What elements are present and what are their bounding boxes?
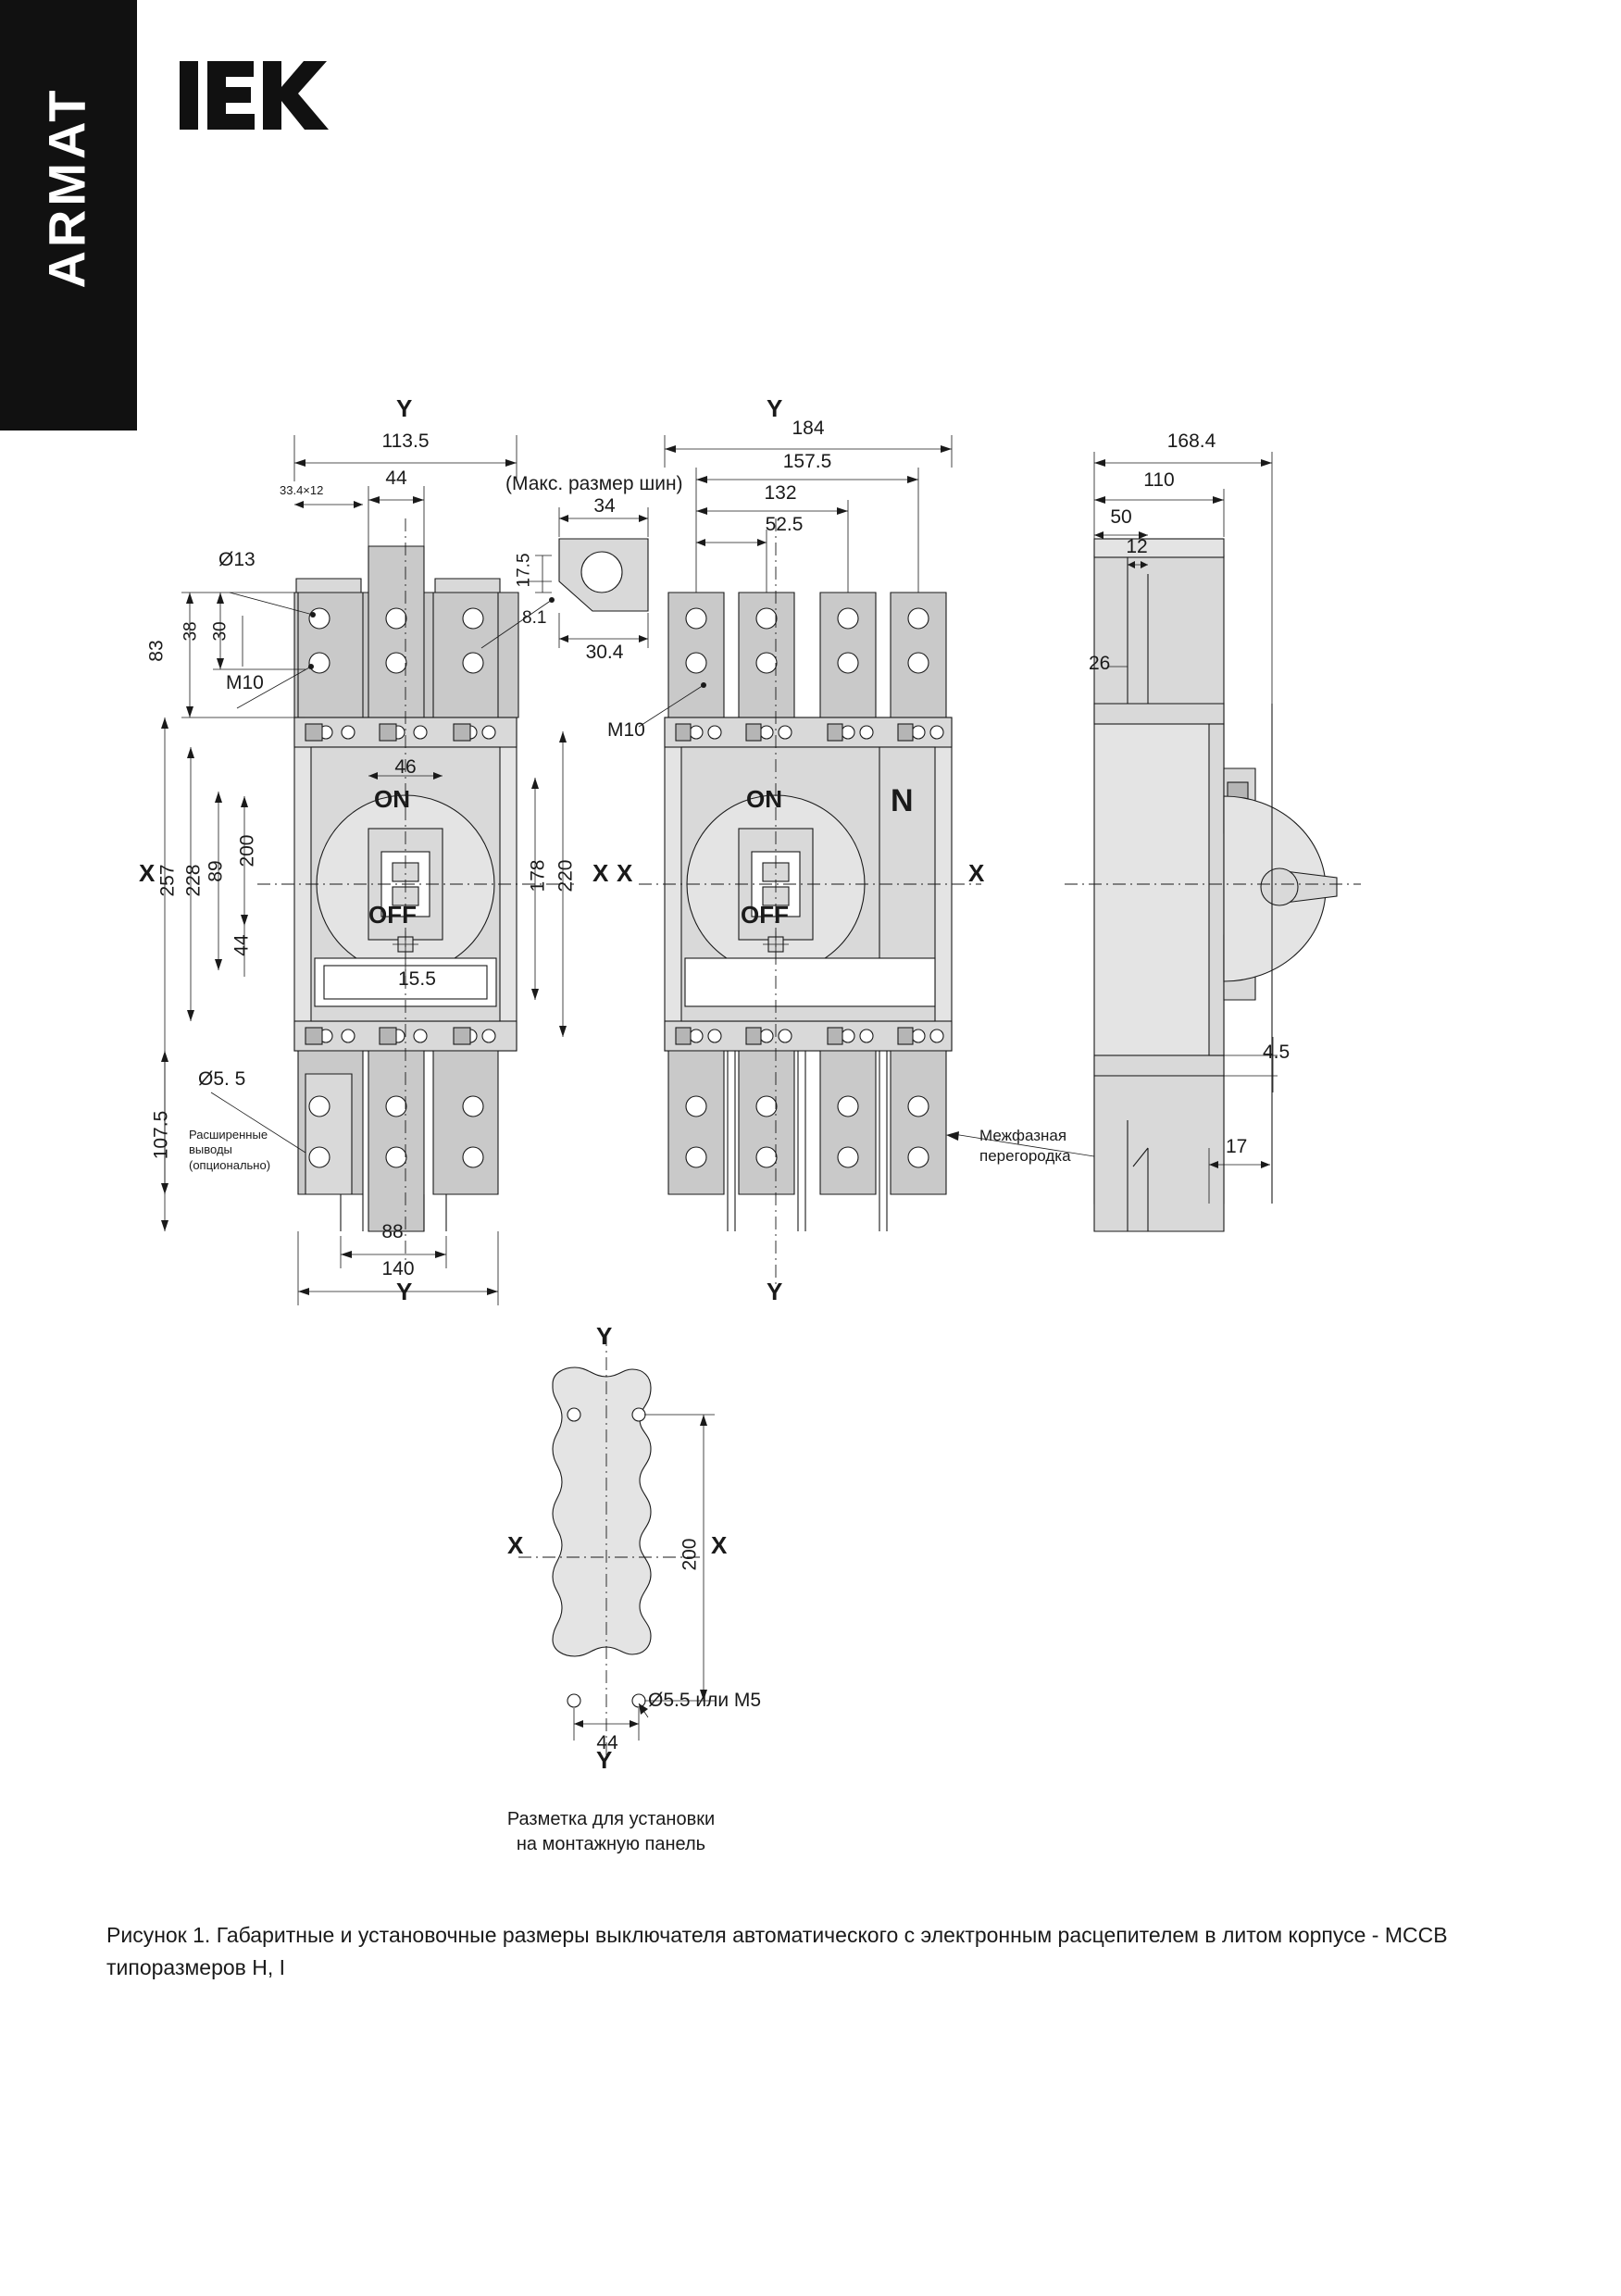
dim-30: 30 (210, 621, 231, 642)
axis-x-left-3p: X (139, 859, 156, 887)
dim-33-4x12: 33.4×12 (280, 483, 324, 497)
axis-x-left-4p: X (617, 859, 633, 887)
axis-x-right-mount: X (711, 1531, 728, 1559)
dim-89: 89 (205, 860, 227, 882)
axis-x-right-4p: X (968, 859, 985, 887)
dim-38: 38 (181, 621, 201, 642)
figure-caption: Рисунок 1. Габаритные и установочные размеры выключателя автоматического с электронным расцепителем в литом корпусе - MCCB типоразмеров H, I (106, 1923, 1448, 1979)
dim-44-top: 44 (385, 468, 407, 489)
label-on-3p: ON (374, 785, 410, 813)
dim-200-3p: 200 (236, 834, 258, 867)
mounting-template-caption: Разметка для установки на монтажную панель (506, 1809, 716, 1854)
dim-178: 178 (527, 859, 549, 892)
dim-46: 46 (394, 756, 417, 778)
dim-17: 17 (1226, 1136, 1248, 1157)
dim-113-5: 113.5 (381, 430, 430, 452)
dim-diameter-5-5: Ø5. 5 (198, 1068, 246, 1090)
dim-83: 83 (145, 640, 168, 662)
note-phase-barrier: Межфазная перегородка (979, 1127, 1071, 1166)
dim-44-mount: 44 (596, 1732, 618, 1753)
axis-x-right-3p: X (592, 859, 609, 887)
dim-diameter-13: Ø13 (218, 549, 256, 570)
dim-30-4: 30.4 (585, 642, 624, 663)
dim-8-1: 8.1 (522, 608, 547, 628)
axis-y-top-mount: Y (596, 1322, 613, 1350)
dim-157-5: 157.5 (782, 451, 832, 472)
view-side (1065, 452, 1361, 1231)
dim-228: 228 (182, 864, 205, 897)
label-neutral: N (891, 783, 914, 818)
dim-26: 26 (1089, 653, 1111, 674)
dim-110: 110 (1143, 469, 1175, 491)
dim-52-5: 52.5 (765, 514, 804, 535)
dim-184: 184 (792, 418, 825, 439)
view-front4p-bottom-terminals (668, 1051, 946, 1231)
axis-x-left-mount: X (507, 1531, 524, 1559)
dim-17-5: 17.5 (514, 553, 534, 588)
dim-44-left: 44 (231, 934, 253, 956)
label-on-4p: ON (746, 785, 782, 813)
view-front3p-top-terminals (230, 546, 518, 718)
dim-200-mount: 200 (679, 1538, 701, 1571)
label-m10-4p: M10 (607, 719, 645, 741)
axis-y-top-3p: Y (396, 394, 413, 422)
label-off-3p: OFF (368, 901, 417, 929)
brand-banner-label: ARMAT (37, 86, 96, 289)
dim-50: 50 (1110, 506, 1132, 528)
view-front4p-top-terminals (639, 593, 946, 727)
axis-y-top-4p: Y (767, 394, 783, 422)
dim-34: 34 (593, 495, 616, 517)
axis-y-bottom-4p: Y (767, 1278, 783, 1305)
note-max-bus-size: (Макс. размер шин) (505, 473, 683, 494)
dim-140: 140 (381, 1258, 415, 1279)
label-m10-3p: M10 (226, 672, 264, 693)
dim-132: 132 (764, 482, 797, 504)
dim-88: 88 (381, 1221, 404, 1242)
note-extended-terminals: Расширенные выводы (опционально) (189, 1128, 271, 1172)
dim-12: 12 (1126, 536, 1148, 557)
dim-hole-5-5-m5: Ø5.5 или M5 (648, 1690, 762, 1711)
dim-220: 220 (555, 859, 577, 892)
dim-257: 257 (156, 864, 179, 897)
dim-4-5: 4.5 (1263, 1042, 1291, 1063)
dim-107-5: 107.5 (150, 1110, 172, 1160)
axis-y-bottom-mount: Y (596, 1746, 613, 1774)
dim-15-5: 15.5 (398, 968, 436, 990)
label-off-4p: OFF (741, 901, 789, 929)
axis-y-bottom-3p: Y (396, 1278, 413, 1305)
dim-168-4: 168.4 (1166, 430, 1216, 452)
